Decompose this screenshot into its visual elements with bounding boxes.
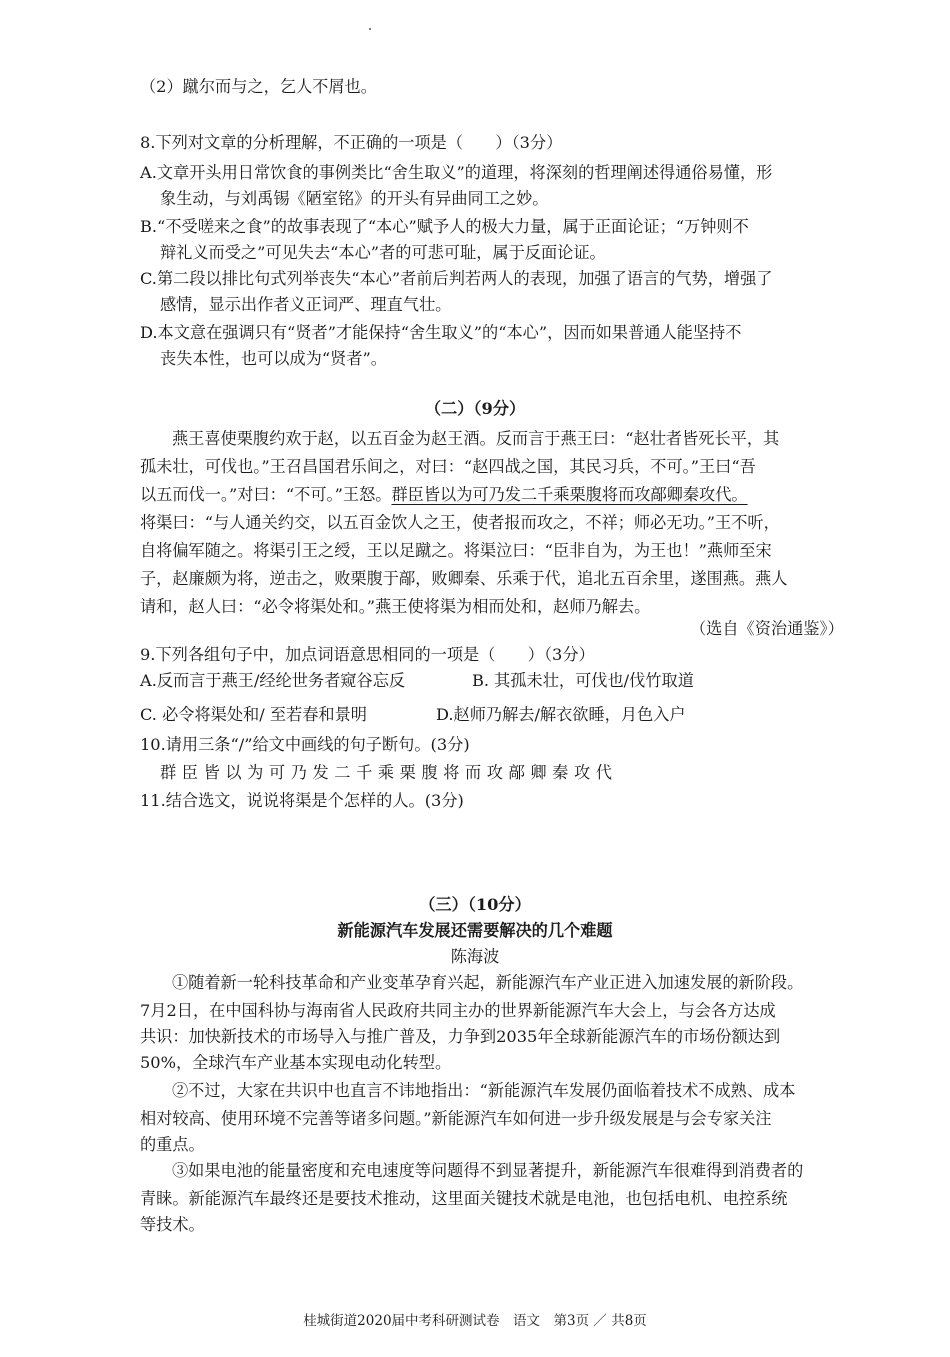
article-p1-line3: 共识：加快新技术的市场导入与推广普及，力争到2035年全球新能源汽车的市场份额达到 bbox=[140, 1027, 781, 1046]
underlined-sentence: 群臣皆以为可乃发二千乘栗腹将而攻鄗卿秦攻代。 bbox=[391, 485, 748, 504]
text-source: （选自《资治通鉴》） bbox=[690, 619, 844, 638]
article-p2-line1: ②不过，大家在共识中也直言不讳地指出：“新能源汽车发展仍面临着技术不成熟、成本 bbox=[172, 1081, 796, 1100]
q8-option-d-line1: D.本文意在强调只有“贤者”才能保持“舍生取义”的“本心”，因而如果普通人能坚持不 bbox=[140, 323, 742, 342]
classical-text-line2: 孤未壮，可伐也。”王召昌国君乐间之，对曰：“赵四战之国，其民习兵，不可。”王曰“吾 bbox=[140, 457, 756, 476]
q8-option-a-line1: A.文章开头用日常饮食的事例类比“舍生取义”的道理，将深刻的哲理阐述得通俗易懂，形 bbox=[140, 163, 773, 182]
article-p1-line4: 50%，全球汽车产业基本实现电动化转型。 bbox=[140, 1053, 452, 1072]
article-p3-line3: 等技术。 bbox=[140, 1215, 205, 1234]
scan-speck bbox=[369, 28, 371, 30]
section3-heading: （三）（10分） bbox=[419, 895, 531, 914]
q9-option-a: A.反而言于燕王/经纶世务者窥谷忘反 bbox=[140, 671, 406, 690]
classical-text-line7: 请和，赵人曰：“必令将渠处和。”燕王使将渠为相而处和，赵师乃解去。 bbox=[140, 597, 651, 616]
article-p2-line2: 相对较高、使用环境不完善等诸多问题。”新能源汽车如何进一步升级发展是与会专家关注 bbox=[140, 1109, 772, 1128]
q9-option-d: D.赵师乃解去/解衣欲睡，月色入户 bbox=[436, 705, 686, 724]
q8-stem: 8.下列对文章的分析理解，不正确的一项是（ ）（3分） bbox=[140, 133, 563, 152]
q8-option-d-line2: 丧失本性，也可以成为“贤者”。 bbox=[160, 349, 387, 368]
q8-option-c-line1: C.第二段以排比句式列举丧失“本心”者前后判若两人的表现，加强了语言的气势，增强了 bbox=[140, 269, 773, 288]
article-p1-line2: 7月2日，在中国科协与海南省人民政府共同主办的世界新能源汽车大会上，与会各方达成 bbox=[140, 1001, 776, 1020]
article-p3-line1: ③如果电池的能量密度和充电速度等问题得不到显著提升，新能源汽车很难得到消费者的 bbox=[172, 1161, 804, 1180]
classical-text-line4: 将渠曰：“与人通关约交，以五百金饮人之王，使者报而攻之，不祥；师必无功。”王不听， bbox=[140, 513, 780, 532]
classical-text-line1: 燕王喜使栗腹约欢于赵，以五百金为赵王酒。反而言于燕王曰：“赵壮者皆死长平，其 bbox=[172, 429, 780, 448]
q8-option-c-line2: 感情，显示出作者义正词严、理直气壮。 bbox=[160, 295, 452, 314]
q9-option-c: C. 必令将渠处和/ 至若春和景明 bbox=[140, 705, 367, 724]
q10-sentence: 群臣皆以为可乃发二千乘栗腹将而攻鄗卿秦攻代 bbox=[160, 763, 618, 782]
article-author: 陈海波 bbox=[450, 947, 500, 966]
article-p3-line2: 青睐。新能源汽车最终还是要技术推动，这里面关键技术就是电池，也包括电机、电控系统 bbox=[140, 1189, 788, 1208]
article-p1-line1: ①随着新一轮科技革命和产业变革孕育兴起，新能源汽车产业正进入加速发展的新阶段。 bbox=[172, 973, 804, 992]
q8-option-b-line2: 辩礼义而受之”可见失去“本心”者的可悲可耻，属于反面论证。 bbox=[160, 243, 606, 262]
section2-heading: （二）（9分） bbox=[424, 399, 526, 418]
q11-stem: 11.结合选文，说说将渠是个怎样的人。(3分) bbox=[140, 791, 464, 810]
article-p2-line3: 的重点。 bbox=[140, 1135, 205, 1154]
q8-option-b-line1: B.“不受嗟来之食”的故事表现了“本心”赋予人的极大力量，属于正面论证；“万钟则不 bbox=[140, 217, 749, 236]
article-title: 新能源汽车发展还需要解决的几个难题 bbox=[337, 921, 613, 940]
page-footer: 桂城街道2020届中考科研测试卷 语文 第3页 ／ 共8页 bbox=[303, 1313, 647, 1329]
classical-text-line3 bbox=[140, 484, 748, 506]
q9-stem: 9.下列各组句子中，加点词语意思相同的一项是（ ）（3分） bbox=[140, 645, 595, 664]
classical-text-line3-part1: 以五而伐一。”对曰：“不可。”王怒。 bbox=[140, 485, 392, 504]
q7-item2: （2）蹴尔而与之，乞人不屑也。 bbox=[140, 77, 377, 96]
classical-text-line5: 自将偏军随之。将渠引王之绶，王以足蹴之。将渠泣曰：“臣非自为，为王也！”燕师至宋 bbox=[140, 541, 772, 560]
classical-text-line6: 子，赵廉颇为将，逆击之，败栗腹于鄗，败卿秦、乐乘于代，追北五百余里，遂围燕。燕人 bbox=[140, 569, 788, 588]
q9-option-b: B. 其孤未壮，可伐也/伐竹取道 bbox=[472, 671, 694, 690]
q10-stem: 10.请用三条“/”给文中画线的句子断句。(3分) bbox=[140, 735, 470, 754]
q8-option-a-line2: 象生动，与刘禹锡《陋室铭》的开头有异曲同工之妙。 bbox=[160, 189, 549, 208]
